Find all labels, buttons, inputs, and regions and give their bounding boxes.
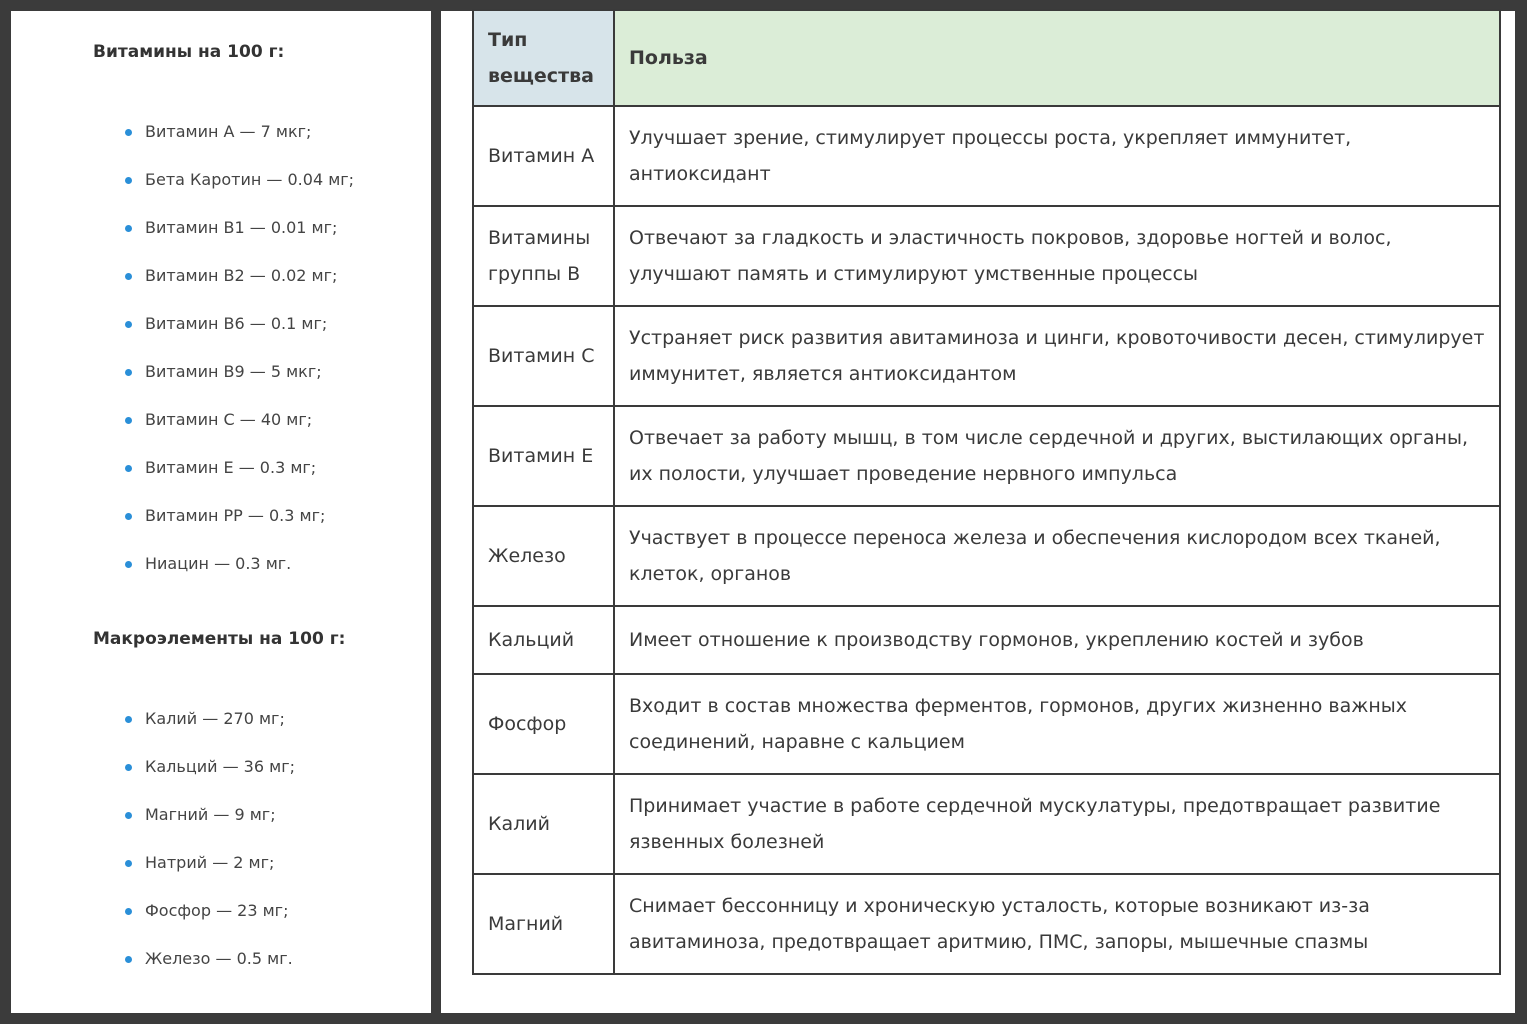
substance-type-cell: Кальций (473, 606, 614, 674)
benefits-panel (441, 11, 1515, 1013)
benefit-cell: Имеет отношение к производству гормонов, укреплению костей и зубов (614, 606, 1500, 674)
benefit-cell: Участвует в процессе переноса железа и обеспечения кислородом всех тканей, клеток, органов (614, 506, 1500, 606)
bullet-icon (125, 273, 132, 280)
benefit-cell: Входит в состав множества ферментов, гормонов, других жизненно важных соединений, наравне с кальцием (614, 674, 1500, 774)
bullet-icon (125, 465, 132, 472)
benefits-table (472, 9, 1501, 975)
bullet-icon (125, 716, 132, 723)
benefit-cell: Устраняет риск развития авитаминоза и цинги, кровоточивости десен, стимулирует иммунитет, является антиоксидантом (614, 306, 1500, 406)
bullet-icon (125, 764, 132, 771)
table-row (473, 774, 1500, 874)
bullet-icon (125, 129, 132, 136)
benefit-cell: Снимает бессонницу и хроническую усталость, которые возникают из-за авитаминоза, предотвращает аритмию, ПМС, запоры, мышечные спазмы (614, 874, 1500, 974)
bullet-icon (125, 321, 132, 328)
bullet-icon (125, 513, 132, 520)
substance-type-cell: Витамины группы В (473, 206, 614, 306)
substance-type-cell: Магний (473, 874, 614, 974)
bullet-icon (125, 908, 132, 915)
bullet-icon (125, 177, 132, 184)
bullet-icon (125, 956, 132, 963)
table-row (473, 406, 1500, 506)
table-header-row (473, 10, 1500, 106)
vitamins-heading: Витамины на 100 г: (93, 42, 285, 62)
table-row (473, 306, 1500, 406)
table-row (473, 674, 1500, 774)
substance-type-cell: Железо (473, 506, 614, 606)
table-row (473, 106, 1500, 206)
bullet-icon (125, 561, 132, 568)
substance-type-cell: Витамин А (473, 106, 614, 206)
macroelements-heading: Макроэлементы на 100 г: (93, 629, 346, 649)
table-row (473, 506, 1500, 606)
table-row (473, 206, 1500, 306)
bullet-icon (125, 417, 132, 424)
benefit-cell: Улучшает зрение, стимулирует процессы роста, укрепляет иммунитет, антиоксидант (614, 106, 1500, 206)
bullet-icon (125, 225, 132, 232)
substance-type-cell: Калий (473, 774, 614, 874)
bullet-icon (125, 812, 132, 819)
table-row (473, 874, 1500, 974)
benefit-cell: Отвечают за гладкость и эластичность покровов, здоровье ногтей и волос, улучшают память и стимулируют умственные процессы (614, 206, 1500, 306)
benefit-cell: Принимает участие в работе сердечной мускулатуры, предотвращает развитие язвенных болезней (614, 774, 1500, 874)
table-row (473, 606, 1500, 674)
substance-type-cell: Витамин Е (473, 406, 614, 506)
header-type: Тип вещества (473, 10, 614, 106)
benefit-cell: Отвечает за работу мышц, в том числе сердечной и других, выстилающих органы, их полости, улучшает проведение нервного импульса (614, 406, 1500, 506)
header-benefit: Польза (614, 10, 1500, 106)
nutrients-panel: Витамины на 100 г: Витамин А — 7 мкг; Бета Каротин — 0.04 мг; Витамин В1 — 0.01 мг; Витамин В2 — 0.02 мг; Витамин В6 — 0.1 мг; Витамин В9 — 5 мкг; Витамин C — 40 мг; Витамин Е — 0.3 мг; Витамин РР — 0.3 мг; Ниацин — 0.3 мг. Макроэлементы на 100 г: Калий — 270 мг; Кальций — 36 мг; Магний — 9 мг; Натрий — 2 мг; Фосфор — 23 мг; Железо — 0.5 мг. (11, 11, 431, 1013)
substance-type-cell: Витамин С (473, 306, 614, 406)
substance-type-cell: Фосфор (473, 674, 614, 774)
bullet-icon (125, 860, 132, 867)
bullet-icon (125, 369, 132, 376)
